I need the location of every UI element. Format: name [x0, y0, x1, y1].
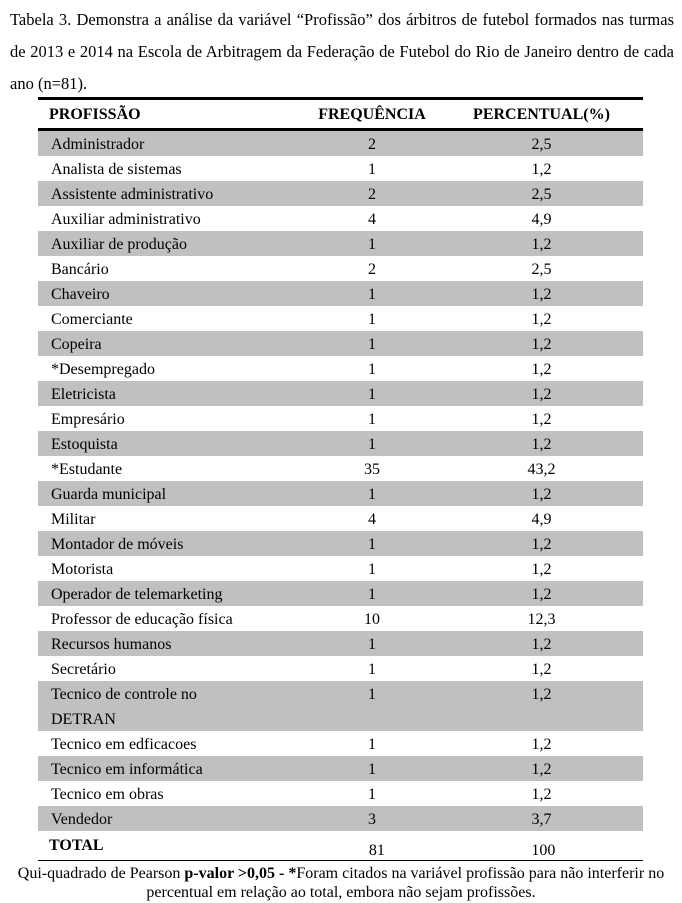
cell-frequencia: 1 — [368, 436, 376, 453]
cell-frequencia: 4 — [368, 211, 376, 228]
table-row — [38, 606, 643, 631]
footnote-pvalue: p-valor >0,05 - * — [184, 865, 297, 882]
cell-percentual: 1,2 — [531, 636, 552, 653]
cell-percentual: 2,5 — [531, 136, 552, 153]
cell-frequencia: 10 — [364, 611, 380, 628]
table-row — [38, 206, 643, 231]
table-body — [38, 131, 643, 831]
cell-profissao: Tecnico em obras — [51, 786, 164, 803]
table-row — [38, 406, 643, 431]
cell-profissao: Tecnico em edficacoes — [51, 736, 197, 753]
footnote-text-2: Foram citados na variável profissão para não interferir no percentual em relação ao total, embora não sejam profissões. — [146, 865, 665, 901]
cell-profissao: Assistente administrativo — [51, 186, 214, 203]
cell-percentual: 1,2 — [531, 361, 552, 378]
cell-frequencia: 1 — [368, 636, 376, 653]
total-frequencia: 81 — [368, 842, 385, 859]
cell-frequencia: 2 — [368, 186, 376, 203]
cell-percentual: 3,7 — [531, 811, 552, 828]
table-row — [38, 806, 643, 831]
table-row — [38, 506, 643, 531]
table-row — [38, 731, 643, 756]
table-row — [38, 256, 643, 281]
cell-percentual: 1,2 — [531, 411, 552, 428]
cell-profissao: *Estudante — [51, 461, 123, 478]
cell-percentual: 4,9 — [531, 511, 552, 528]
cell-percentual: 43,2 — [527, 461, 556, 478]
cell-percentual: 1,2 — [531, 336, 552, 353]
cell-profissao: Chaveiro — [51, 286, 110, 303]
cell-frequencia: 4 — [368, 511, 376, 528]
cell-frequencia: 2 — [368, 136, 376, 153]
cell-frequencia: 1 — [368, 736, 376, 753]
total-label: TOTAL — [49, 837, 104, 854]
table-row — [38, 306, 643, 331]
cell-percentual: 1,2 — [531, 761, 552, 778]
cell-frequencia: 1 — [368, 536, 376, 553]
cell-profissao: Tecnico em informática — [51, 761, 203, 778]
cell-frequencia: 1 — [368, 386, 376, 403]
cell-frequencia: 1 — [368, 361, 376, 378]
cell-profissao: Tecnico de controle no DETRAN — [51, 686, 197, 728]
cell-percentual: 2,5 — [531, 186, 552, 203]
cell-profissao: Analista de sistemas — [51, 161, 182, 178]
table-row — [38, 581, 643, 606]
cell-profissao: Eletricista — [51, 386, 116, 403]
table-row — [38, 656, 643, 681]
table-row — [38, 231, 643, 256]
cell-percentual: 2,5 — [531, 261, 552, 278]
table-row — [38, 181, 643, 206]
table-row — [38, 681, 643, 731]
footnote-text-1: Qui-quadrado de Pearson — [17, 865, 185, 882]
cell-percentual: 1,2 — [531, 311, 552, 328]
cell-percentual: 1,2 — [531, 536, 552, 553]
table-row — [38, 631, 643, 656]
cell-profissao: Administrador — [51, 136, 145, 153]
cell-profissao: Montador de móveis — [51, 536, 184, 553]
cell-profissao: Militar — [51, 511, 96, 528]
cell-profissao: Bancário — [51, 261, 109, 278]
header-percentual: PERCENTUAL(%) — [473, 106, 610, 123]
cell-profissao: Copeira — [51, 336, 102, 353]
cell-frequencia: 1 — [368, 686, 376, 703]
cell-percentual: 1,2 — [531, 486, 552, 503]
cell-percentual: 1,2 — [531, 736, 552, 753]
cell-frequencia: 1 — [368, 286, 376, 303]
cell-frequencia: 1 — [368, 561, 376, 578]
cell-profissao: *Desempregado — [51, 361, 155, 378]
cell-frequencia: 1 — [368, 311, 376, 328]
cell-percentual: 12,3 — [527, 611, 556, 628]
cell-profissao: Auxiliar administrativo — [51, 211, 201, 228]
cell-frequencia: 3 — [368, 811, 376, 828]
cell-frequencia: 1 — [368, 336, 376, 353]
header-profissao: PROFISSÃO — [49, 106, 141, 123]
cell-profissao: Auxiliar de produção — [51, 236, 187, 253]
cell-profissao: Operador de telemarketing — [51, 586, 223, 603]
table-row — [38, 456, 643, 481]
cell-percentual: 1,2 — [531, 661, 552, 678]
cell-percentual: 1,2 — [531, 686, 552, 703]
cell-frequencia: 1 — [368, 661, 376, 678]
cell-profissao: Motorista — [51, 561, 114, 578]
cell-frequencia: 1 — [368, 161, 376, 178]
cell-percentual: 1,2 — [531, 561, 552, 578]
cell-percentual: 1,2 — [531, 786, 552, 803]
table-caption: Tabela 3. Demonstra a análise da variável “Profissão” dos árbitros de futebol formados nas turmas de 2013 e 2014 na Escola de Arbitragem da Federação de Futebol do Rio de Janeiro dentro de cada ano (n=81). — [10, 10, 674, 93]
cell-frequencia: 1 — [368, 586, 376, 603]
table-row — [38, 131, 643, 156]
cell-profissao: Comerciante — [51, 311, 133, 328]
cell-percentual: 1,2 — [531, 286, 552, 303]
cell-frequencia: 1 — [368, 786, 376, 803]
cell-frequencia: 2 — [368, 261, 376, 278]
cell-percentual: 4,9 — [531, 211, 552, 228]
cell-frequencia: 1 — [368, 761, 376, 778]
cell-profissao: Empresário — [51, 411, 125, 428]
table-row — [38, 481, 643, 506]
table-total-row — [38, 831, 643, 861]
cell-profissao: Professor de educação física — [51, 611, 233, 628]
cell-percentual: 1,2 — [531, 586, 552, 603]
profession-table — [38, 97, 643, 861]
cell-frequencia: 1 — [368, 411, 376, 428]
cell-frequencia: 35 — [364, 461, 380, 478]
table-row — [38, 431, 643, 456]
cell-profissao: Guarda municipal — [51, 486, 167, 503]
table-footnote — [0, 864, 682, 902]
cell-percentual: 1,2 — [531, 161, 552, 178]
cell-profissao: Vendedor — [51, 811, 113, 828]
table-header-row — [38, 100, 643, 131]
cell-profissao: Secretário — [51, 661, 116, 678]
table-row — [38, 331, 643, 356]
table-row — [38, 556, 643, 581]
cell-percentual: 1,2 — [531, 236, 552, 253]
table-row — [38, 756, 643, 781]
table-row — [38, 531, 643, 556]
cell-percentual: 1,2 — [531, 436, 552, 453]
cell-frequencia: 1 — [368, 236, 376, 253]
table-row — [38, 156, 643, 181]
cell-percentual: 1,2 — [531, 386, 552, 403]
cell-profissao: Recursos humanos — [51, 636, 172, 653]
table-row — [38, 281, 643, 306]
table-row — [38, 781, 643, 806]
header-frequencia: FREQUÊNCIA — [318, 106, 426, 123]
cell-frequencia: 1 — [368, 486, 376, 503]
total-percentual: 100 — [531, 842, 556, 859]
table-row — [38, 381, 643, 406]
cell-profissao: Estoquista — [51, 436, 118, 453]
table-row — [38, 356, 643, 381]
